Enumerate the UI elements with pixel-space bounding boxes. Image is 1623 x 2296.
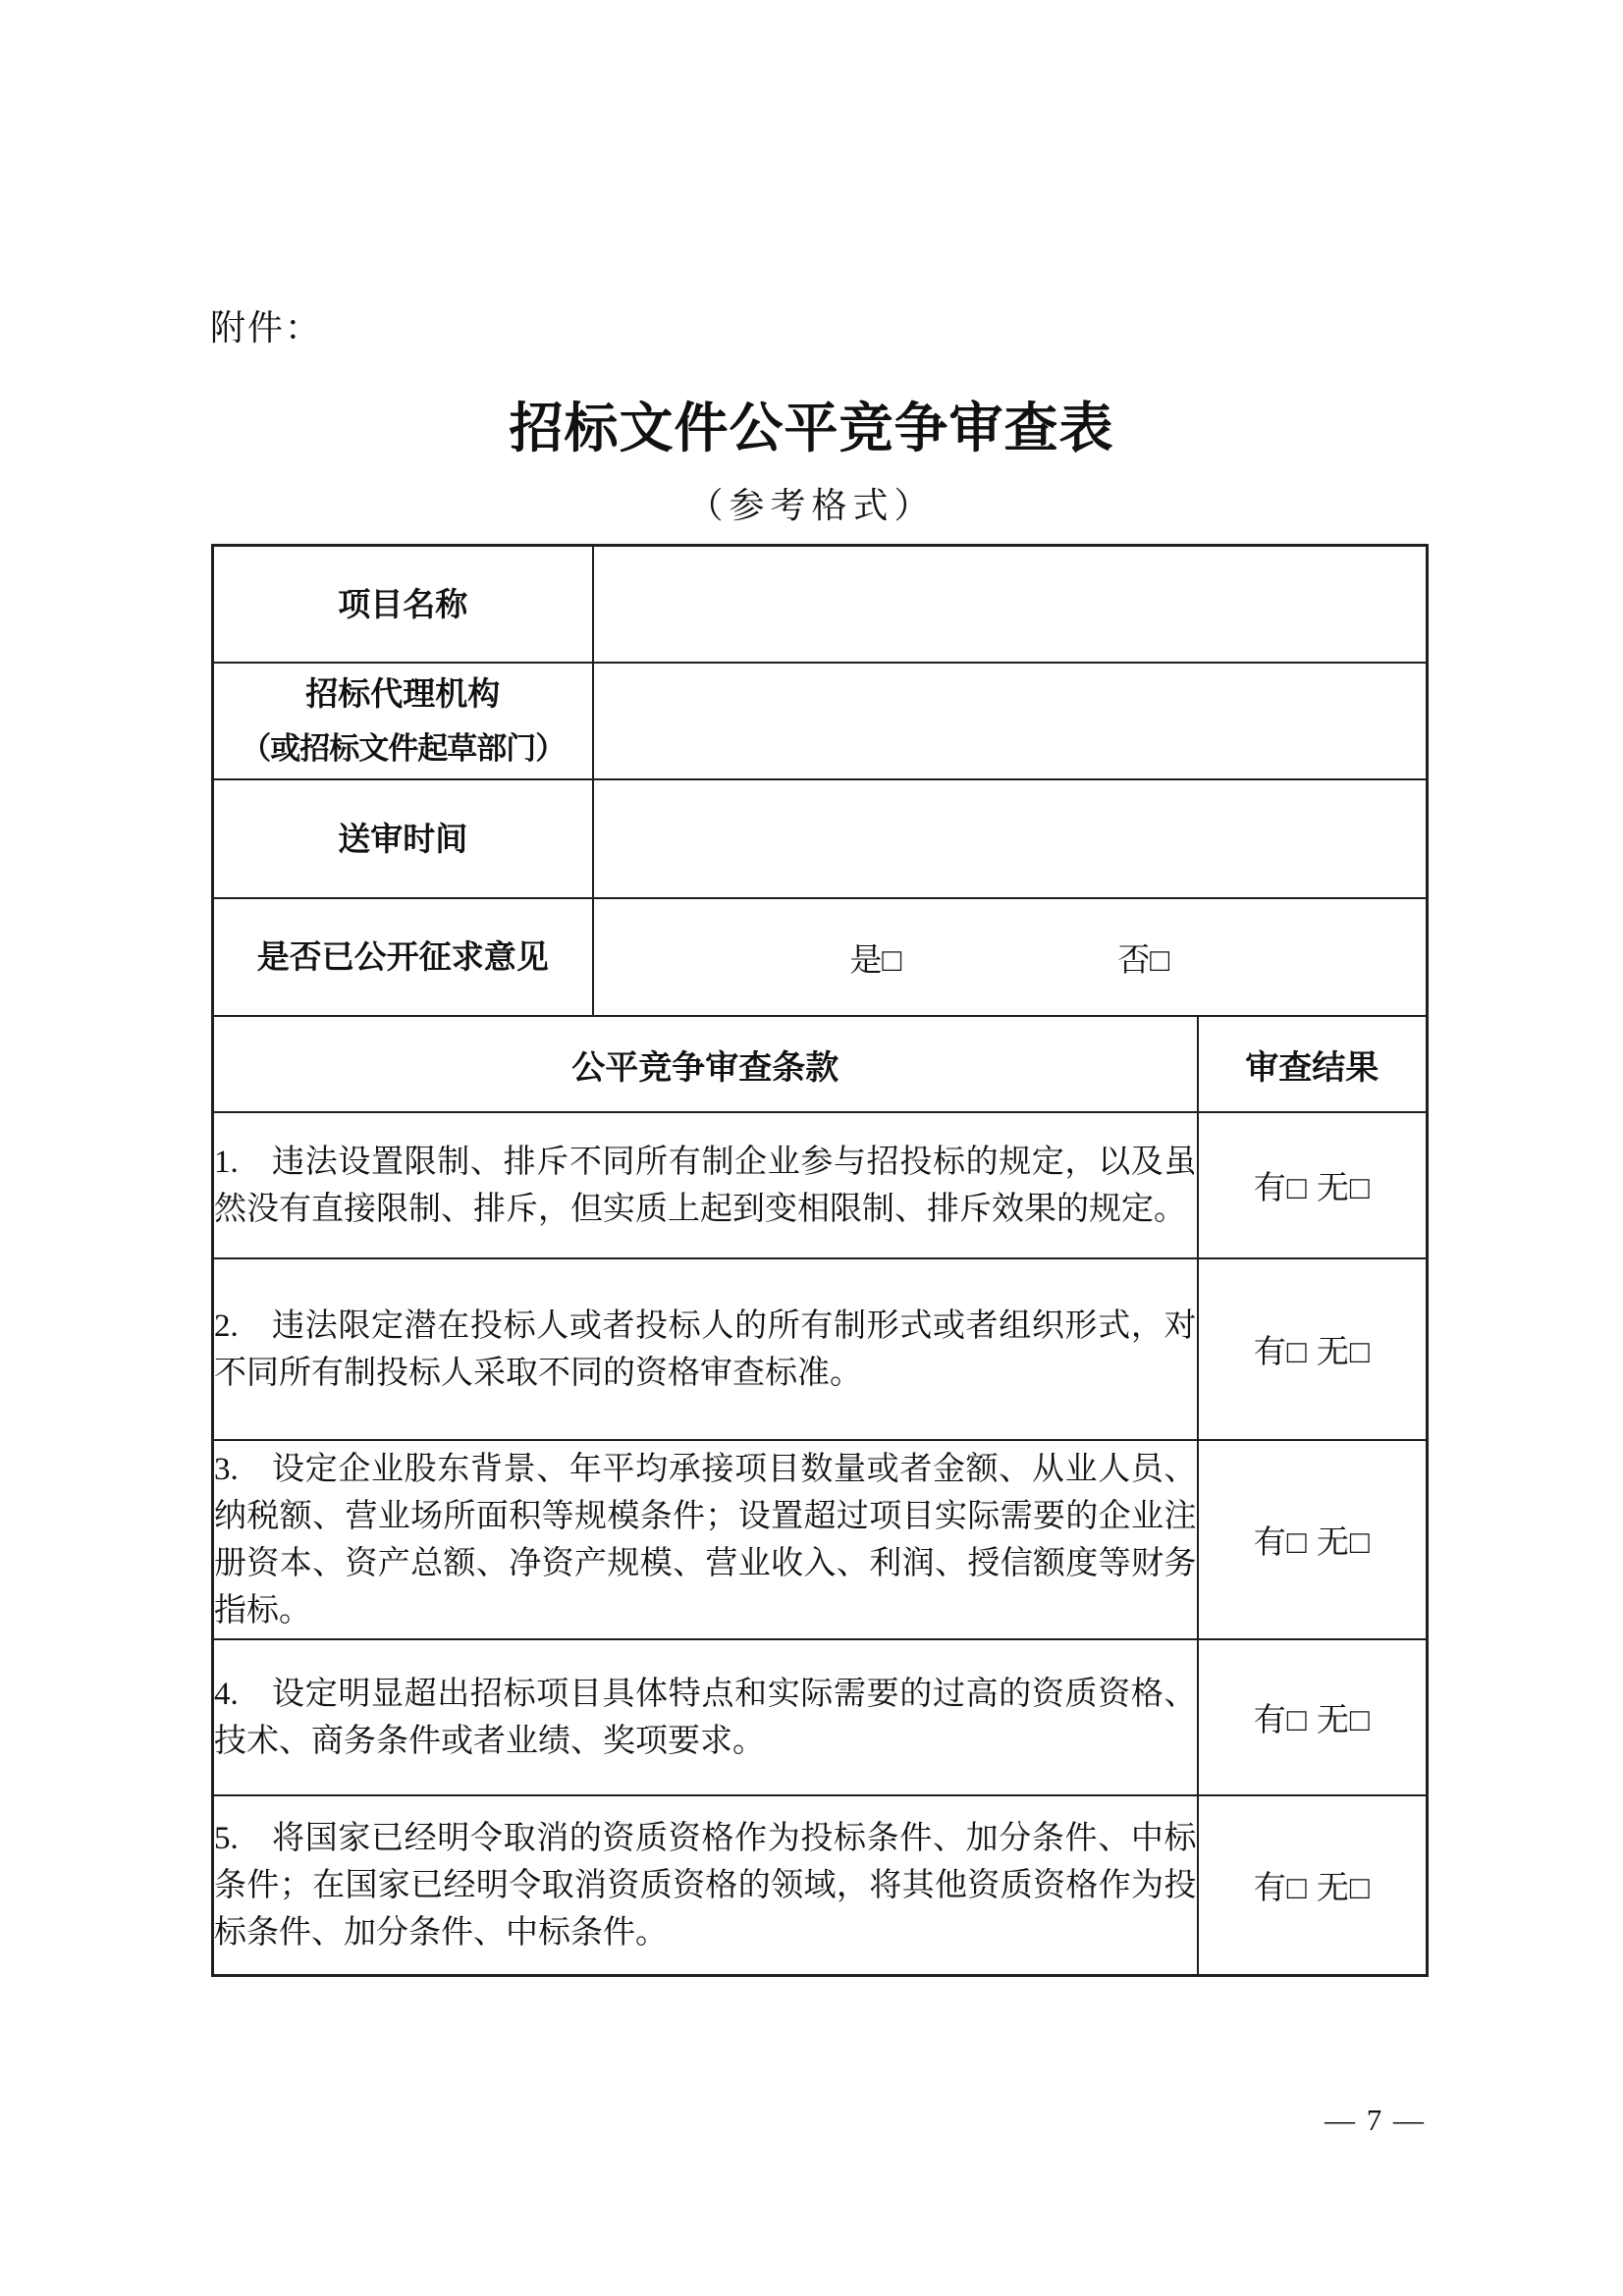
info-row-project-name (213, 546, 1428, 664)
agency-label-line2: （或招标文件起草部门） (241, 730, 566, 766)
review-result-cell-4: 有□ 无□ (1198, 1639, 1428, 1795)
review-item-text-2: 2. 违法限定潜在投标人或者投标人的所有制形式或者组织形式，对不同所有制投标人采取不同的资格审查标准。 (213, 1258, 1198, 1440)
yes-checkbox-option: 是□ (849, 942, 902, 979)
page-subtitle: （参考格式） (687, 486, 936, 525)
review-form-table (211, 544, 1429, 1977)
public-consultation-value (593, 898, 1428, 1016)
project-name-label: 项目名称 (213, 546, 593, 664)
review-item-row-2 (213, 1258, 1428, 1440)
attachment-label: 附件： (210, 308, 323, 347)
submit-time-value (593, 779, 1428, 898)
review-item-row-4 (213, 1639, 1428, 1795)
agency-label-line1: 招标代理机构 (305, 674, 501, 712)
table-header-row (213, 1016, 1428, 1112)
yes-no-options (594, 934, 1427, 981)
review-item-text-5: 5. 将国家已经明令取消的资质资格作为投标条件、加分条件、中标条件；在国家已经明令取消资质资格的领域，将其他资质资格作为投标条件、加分条件、中标条件。 (213, 1795, 1198, 1976)
result-column-header: 审查结果 (1198, 1016, 1428, 1112)
review-result-cell-2: 有□ 无□ (1198, 1258, 1428, 1440)
agency-value (593, 663, 1428, 779)
agency-label (213, 663, 593, 779)
project-name-value (593, 546, 1428, 664)
info-row-public-consultation (213, 898, 1428, 1016)
review-item-text-4: 4. 设定明显超出招标项目具体特点和实际需要的过高的资质资格、技术、商务条件或者业绩、奖项要求。 (213, 1639, 1198, 1795)
submit-time-label: 送审时间 (213, 779, 593, 898)
review-item-text-3: 3. 设定企业股东背景、年平均承接项目数量或者金额、从业人员、纳税额、营业场所面积等规模条件；设置超过项目实际需要的企业注册资本、资产总额、净资产规模、营业收入、利润、授信额度等财务指标。 (213, 1440, 1198, 1639)
info-row-submit-time (213, 779, 1428, 898)
review-item-row-5 (213, 1795, 1428, 1976)
review-result-cell-5: 有□ 无□ (1198, 1795, 1428, 1976)
info-row-agency (213, 663, 1428, 779)
public-consultation-label: 是否已公开征求意见 (213, 898, 593, 1016)
review-item-row-3 (213, 1440, 1428, 1639)
review-item-text-1: 1. 违法设置限制、排斥不同所有制企业参与招投标的规定，以及虽然没有直接限制、排斥，但实质上起到变相限制、排斥效果的规定。 (213, 1112, 1198, 1258)
review-result-cell-3: 有□ 无□ (1198, 1440, 1428, 1639)
no-checkbox-option: 否□ (1117, 942, 1170, 979)
review-item-row-1 (213, 1112, 1428, 1258)
review-result-cell-1: 有□ 无□ (1198, 1112, 1428, 1258)
page-title: 招标文件公平竞争审查表 (509, 399, 1114, 458)
clause-column-header: 公平竞争审查条款 (213, 1016, 1198, 1112)
page-number: — 7 — (1325, 2103, 1426, 2137)
